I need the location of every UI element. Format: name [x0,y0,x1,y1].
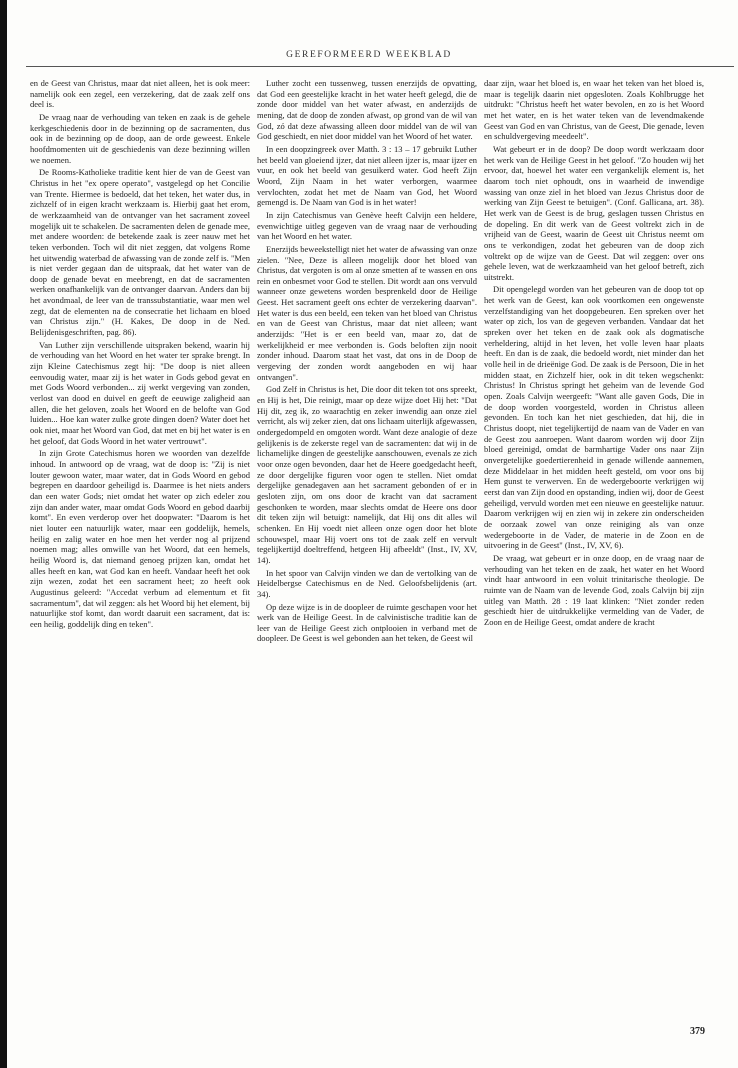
paragraph: In zijn Catechismus van Genève heeft Calvijn een heldere, evenwichtige uitleg gegeven van de vraag naar de verhouding van het Woord en het water. [257,209,477,242]
text-column-2 [257,78,477,646]
paragraph: Van Luther zijn verschillende uitspraken bekend, waarin hij de verhouding van het Woord en het water ter sprake brengt. In zijn Kleine Catechismus zegt hij: "De doop is niet alleen eenvoudig water, maar zij is het water in Gods gebod gevat en met Gods Woord verbonden... zij werkt vergeving van zonden, verlost van dood en duivel en geeft de eeuwige zaligheid aan allen, die het geloven, zoals het Woord en de belofte van God luiden... Hoe kan water zulke grote dingen doen? Water doet het ook niet, maar het Woord van God, dat met en bij het water is en het geloof, dat Gods Woord in het water vertrouwt". [30,339,250,446]
paragraph: Luther zocht een tussenweg, tussen enerzijds de opvatting, dat God een geestelijke kracht in het water heeft gelegd, die de zonde door middel van het water afwast, en anderzijds de mening, dat de doop de zonden afwast, op grond van de wil van God, zó dat deze afwassing alleen door middel van de wil van God geschiedt, en niet door middel van het Woord of het water. [257,78,477,142]
paragraph: In een doopzingreek over Matth. 3 : 13 – 17 gebruikt Luther het beeld van gloeiend ijzer, dat niet alleen ijzer is, maar ijzer en vuur, en ook het beeld van gesuikerd water. God heeft Zijn Woord, Zijn Naam in het water verborgen, waarmee vervlochten, zodat het met de Naam van God, het Woord gemengd is. De Naam van God is in het water! [257,143,477,208]
paragraph: daar zijn, waar het bloed is, en waar het teken van het bloed is, maar is tegelijk daarin niet opgesloten. Zoals Kohlbrugge het uitdrukt: "Christus heeft het water bevolen, en zo is het Woord met het water, en is het water teken van de levendmakende Geest van God en van Christus, van de Geest, Die genade, leven en schuldvergeving meedeelt". [484,78,704,142]
paragraph: en de Geest van Christus, maar dat niet alleen, het is ook meer: namelijk ook een zegel, een verzekering, dat de zaak zelf ons deel is. [30,78,250,110]
paragraph: De Rooms-Katholieke traditie kent hier de van de Geest van Christus in het "ex opere operato", vastgelegd op het Concilie van Trente. Hiermee is bedoeld, dat het teken, het water dus, in zichzelf of in eigen kracht werkzaam is. Hierbij gaat het erom, de werkzaamheid van de ontvanger van het sacrament zoveel mogelijk uit te schakelen. De sacramenten delen de genade mee, met andere woorden: de betekende zaak is zeer nauw met het teken verbonden. Toch wil dit niet zeggen, dat volgens Rome het uitwendig waterbad de afwassing van de zonde zelf is. "Men is niet verder gegaan dan de uitspraak, dat het water van de doop de genade bevat en meebrengt, en dat de sacramenten werken onafhankelijk van de ontvanger daarvan. Anders dan bij het avondmaal, de leer van de transsubstantiatie, waar men wel zegt, dat de elementen na de consecratie het lichaam en bloed van Christus zijn." (H. Kakes, De doop in de Ned. Belijdenisgeschriften, pag. 86). [30,167,250,338]
paragraph: God Zelf in Christus is het, Die door dit teken tot ons spreekt, en Hij is het, Die reinigt, maar op deze wijze doet Hij het: "Dat Hij dit, zeg ik, zo waarachtig en zeker inwendig aan onze ziel verricht, als wij zeker zien, dat ons lichaam uiterlijk afgewassen, ondergedompeld en omgoten wordt. Want deze analogie of deze gelijkenis is de zekerste regel van de sacramenten: dat wij in de lichamelijke dingen de geestelijke aanschouwen, evenals ze zich voor onze ogen bevonden, daar het de Heere goedgedacht heeft, ze door dergelijke figuren voor ogen te stellen. Niet omdat dergelijke genadegaven aan het sacrament gebonden of er in gesloten zijn, om ons door de kracht van dat sacrament geschonken te worden, maar slechts omdat de Heere ons door dit teken zijn wil betuigt: namelijk, dat Hij ons dit alles wil schenken. En Hij voedt niet alleen onze ogen door het blote schouwspel, maar Hij voert ons tot de zaak zelf en vervult tegelijkertijd doeltreffend, hetgeen Hij afbeeldt" (Inst., IV, XV, 14). [257,384,477,565]
paragraph: In het spoor van Calvijn vinden we dan de vertolking van de Heidelbergse Catechismus en de Ned. Geloofsbelijdenis (art. 34). [257,567,477,599]
text-column-1 [30,78,250,631]
page-number: 379 [690,1026,705,1037]
page-binding-edge [0,0,7,1068]
text-column-3 [484,78,704,629]
paragraph: De vraag naar de verhouding van teken en zaak is de gehele kerkgeschiedenis door in de bezinning op de sacramenten, dus ook in de bezinning op de doop, aan de orde geweest. Enkele hoofdmomenten uit de geschiedenis van deze bezinning willen we noemen. [30,111,250,165]
paragraph: Wat gebeurt er in de doop? De doop wordt werkzaam door het werk van de Heilige Geest in het geloof. "Zo houden wij het ervoor, dat, hoewel het water een vergankelijk element is, het daarom toch niet ophoudt, ons in waarheid de inwendige wassing van onze ziel in het bloed van Jezus Christus door de werking van Zijn Geest te betuigen". (Conf. Gallicana, art. 38). Het werk van de Geest is de brug, geslagen tussen Christus en de dopeling. En dit werk van de Geest voltrekt zich in de vrijheid van de Geest, waarin de Geest uit Christus neemt om ons te verkondigen, zodat het gebeuren van de doop zich voltrekt op de wijze van de Geest. Dat wil zeggen: over ons gehele leven, wat de werkzaamheid van het geloof betreft, zich uitstrekt. [484,143,704,282]
paragraph: Enerzijds beweekstelligt niet het water de afwassing van onze zielen. "Nee, Deze is alleen mogelijk door het bloed van Christus, dat vergoten is om al onze smetten af te wassen en ons rein en onbesmet voor God te stellen. Dit wordt aan ons vervuld wanneer onze gewetens worden besprenkeld door de Heilige Geest. Het sacrament geeft ons echter de verzekering daarvan". Het water is dus een beeld, een teken van het bloed van Christus en van de Geest van Christus, maar dat niet alleen; want anderzijds: "Het is er een beeld van, maar zo, dat de werkelijkheid er mee verbonden is. Gods beloften zijn nooit zonder inhoud. Daarom staat het vast, dat ons in de Doop de vergeving der zonden wordt aangeboden en wij haar ontvangen". [257,243,477,382]
paragraph: Op deze wijze is in de doopleer de ruimte geschapen voor het werk van de Heilige Geest. In de calvinistische traditie kan de leer van de Heilige Geest zich ontplooien in verband met de doopleer. De Geest is wel gebonden aan het teken, de Geest wil [257,601,477,644]
header-rule [26,66,734,67]
paragraph: Dit opengelegd worden van het gebeuren van de doop tot op het werk van de Geest, kan ook voortkomen een ongewenste verzelfstandiging van het doopgebeuren. Een spreken over het water op zich, los van de gegeven verbanden. Vandaar dat het spreken over het teken en de zaak ook als dogmatische verheldering, altijd in het leven, het volle leven haar plaats heeft. En dan is de zaak, die bedoeld wordt, niet minder dan het volle heil in de drieënige God. De zaak is de Persoon, Die in het midden staat, en Zichzelf hier, ook in dit teken wegschenkt: Christus! In Christus springt het geheim van de levende God open. Zoals Calvijn weergeeft: "Want alle gaven Gods, Die in de doop worden voorgesteld, worden in Christus alleen gevonden. En toch kan het niet geschieden, dat hij, die in Christus doopt, niet tegelijkertijd de naam van de Vader en van de Geest zou aanroepen. Want daarom worden wij door Zijn bloed gereinigd, omdat de barmhartige Vader ons naar Zijn onvergetelijke goedertierenheid in genade willende aannemen, deze Middelaar in het midden heeft gesteld, om voor ons bij Hem gunst te verwerven. En de wedergeboorte verkrijgen wij eerst dan van Zijn dood en opstanding, indien wij, door de Geest geheiligd, vervuld worden met een nieuwe en geestelijke natuur. Daarom verkrijgen wij en zien wij in zekere zin onderscheiden de oorzaak zowel van onze reiniging als van onze wedergeboorte in de Vader, de materie in de Zoon en de uitvoering in de Geest" (Inst., IV, XV, 6). [484,284,704,551]
paragraph: De vraag, wat gebeurt er in onze doop, en de vraag naar de verhouding van het teken en de zaak, het water en het Woord vindt haar antwoord in een voluit trinitarische theologie. De ruimte van de Naam van de levende God, zoals Calvijn bij zijn uitleg van Matth. 28 : 19 laat klinken: "Niet zonder reden geschiedt hier de uitdrukkelijke vermelding van de Vader, de Zoon en de Heilige Geest, omdat andere de kracht [484,552,704,627]
paragraph: In zijn Grote Catechismus horen we woorden van dezelfde inhoud. In antwoord op de vraag, wat de doop is: "Zij is niet louter gewoon water, maar water, dat in Gods Woord en gebod begrepen en daardoor geheiligd is. Daarmee is het niets anders dan een water Gods; niet omdat het water op zich edeler zou zijn dan ander water, maar omdat Gods Woord en gebod daarbij komt". En even verderop over het doopwater: "Daarom is het niet louter een natuurlijk water, maar een goddelijk, hemels, heilig en zalig water en hoe men het verder nog al prijzend noemen mag; alles omwille van het Woord, dat een hemels, heilig Woord is, dat niemand genoeg prijzen kan, omdat het alles heeft en kan, wat God kan en heeft. Vandaar heeft het ook zijn wezen, zodat het een sacrament heet; zo heeft ook Augustinus geleerd: "Accedat verbum ad elementum et fit sacramentum", dat wil zeggen: als het Woord bij het element, bij natuurlijke stof komt, dan wordt daaruit een sacrament, dat is: een heilig, goddelijk ding en teken". [30,448,250,629]
running-header: GEREFORMEERD WEEKBLAD [286,50,452,60]
